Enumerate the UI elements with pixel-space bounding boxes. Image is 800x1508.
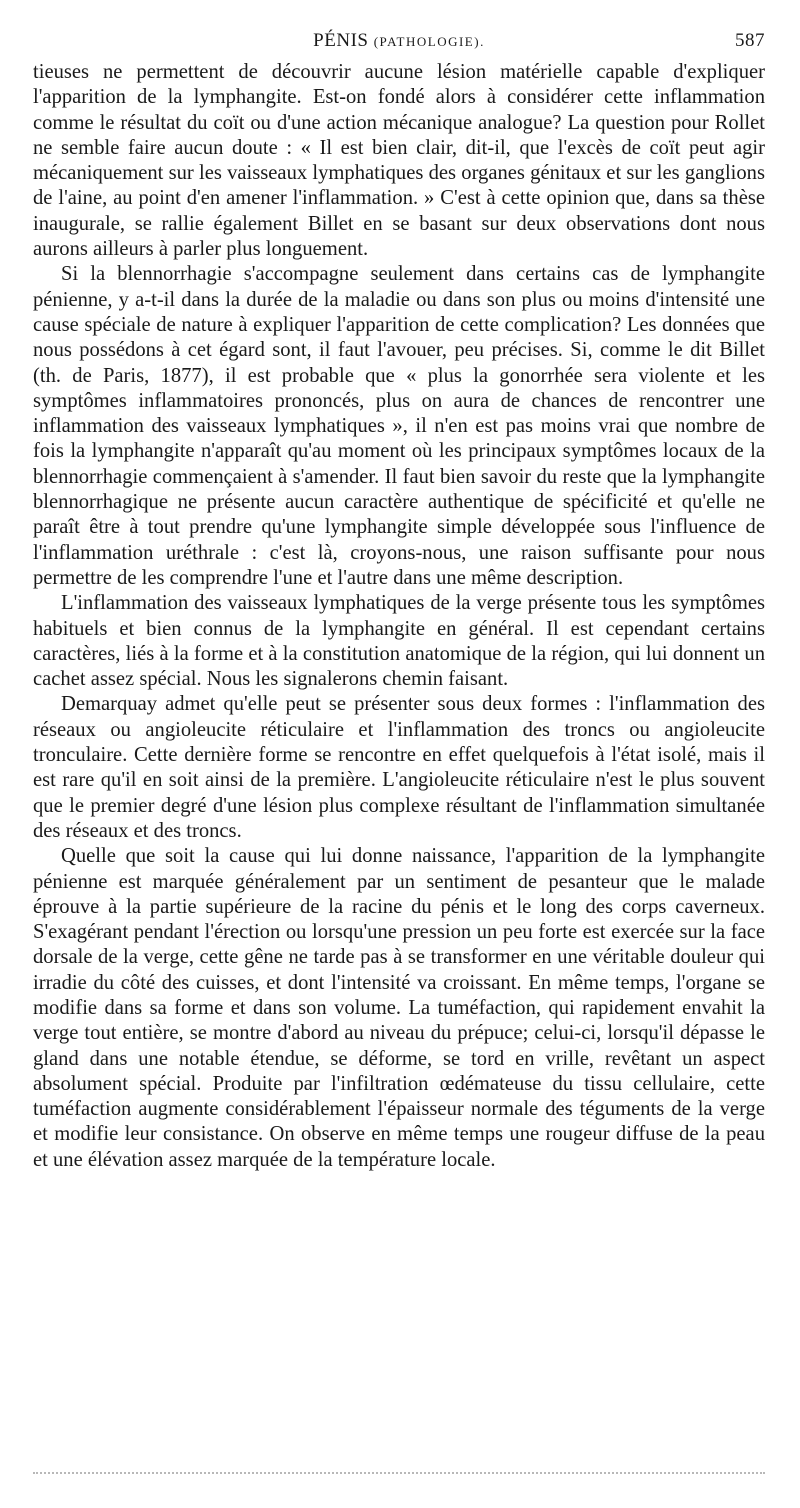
running-title-section: (PATHOLOGIE).: [373, 34, 485, 49]
paragraph-1: tieuses ne permettent de découvrir aucune lésion matérielle capable d'expliquer l'apparition de la lymphangite. Est-on fondé alors à considérer cette inflammation comme le résultat du coït ou d'une action mécanique analogue? La question pour Rollet ne semble faire aucun doute : « Il est bien clair, dit-il, que l'excès de coït peut agir mécaniquement sur les vaisseaux lymphatiques des organes génitaux et sur les ganglions de l'aine, au point d'en amener l'inflammation. » C'est à cette opinion que, dans sa thèse inaugurale, se rallie également Billet en se basant sur deux observations dont nous aurons ailleurs à parler plus longuement.: [33, 61, 765, 261]
book-page: [33, 26, 765, 1173]
page-number: 587: [735, 30, 765, 51]
paragraph-4: Demarquay admet qu'elle peut se présenter sous deux formes : l'inflammation des réseaux ou angioleucite réticulaire et l'inflammation des troncs ou angioleucite tronculaire. Cette dernière forme se rencontre en effet quelquefois à l'état isolé, mais il est rare qu'il en soit ainsi de la première. L'angioleucite réticulaire n'est le plus souvent que le premier degré d'une lésion plus complexe résultant de l'inflammation simultanée des réseaux et des troncs.: [33, 693, 765, 842]
paragraph-2: Si la blennorrhagie s'accompagne seulement dans certains cas de lymphangite pénienne, y a-t-il dans la durée de la maladie ou dans son plus ou moins d'intensité une cause spéciale de nature à expliquer l'apparition de cette complication? Les données que nous possédons à cet égard sont, il faut l'avouer, peu précises. Si, comme le dit Billet (th. de Paris, 1877), il est probable que « plus la gonorrhée sera violente et les symptômes inflammatoires prononcés, plus on aura de chances de rencontrer une inflammation des vaisseaux lymphatiques », il n'en est pas moins vrai que nombre de fois la lymphangite n'apparaît qu'au moment où les principaux symptômes locaux de la blennorrhagie commençaient à s'amender. Il faut bien savoir du reste que la lymphangite blennorrhagique ne présente aucun caractère authentique de spécificité et qu'elle ne paraît être à tout prendre qu'une lymphangite simple développée sous l'influence de l'inflammation uréthrale : c'est là, croyons-nous, une raison suffisante pour nous permettre de les comprendre l'une et l'autre dans une même description.: [33, 263, 765, 589]
paragraph-5: Quelle que soit la cause qui lui donne naissance, l'apparition de la lymphangite pénienne est marquée généralement par un sentiment de pesanteur que le malade éprouve à la partie supérieure de la racine du pénis et le long des corps caverneux. S'exagérant pendant l'érection ou lorsqu'une pression un peu forte est exercée sur la face dorsale de la verge, cette gêne ne tarde pas à se transformer en une véritable douleur qui irradie du côté des cuisses, et dont l'intensité va croissant. En même temps, l'organe se modifie dans sa forme et dans son volume. La tuméfaction, qui rapidement envahit la verge tout entière, se montre d'abord au niveau du prépuce; celui-ci, lorsqu'il dépasse le gland dans une notable étendue, se déforme, se tord en vrille, revêtant un aspect absolument spécial. Produite par l'infiltration œdémateuse du tissu cellulaire, cette tuméfaction augmente considérablement l'épaisseur normale des téguments de la verge et modifie leur consistance. On observe en même temps une rougeur diffuse de la peau et une élévation assez marquée de la température locale.: [33, 845, 765, 1171]
body-text: [33, 60, 765, 1173]
running-title-main: PÉNIS: [313, 30, 369, 51]
bottom-bleed-line: [33, 1472, 765, 1474]
paragraph-3: L'inflammation des vaisseaux lymphatiques de la verge présente tous les symptômes habituels et bien connus de la lymphangite en général. Il est cependant certains caractères, liés à la forme et à la constitution anatomique de la région, qui lui donnent un cachet assez spécial. Nous les signalerons chemin faisant.: [33, 592, 765, 691]
running-title: [33, 30, 765, 52]
running-head: [33, 26, 765, 60]
